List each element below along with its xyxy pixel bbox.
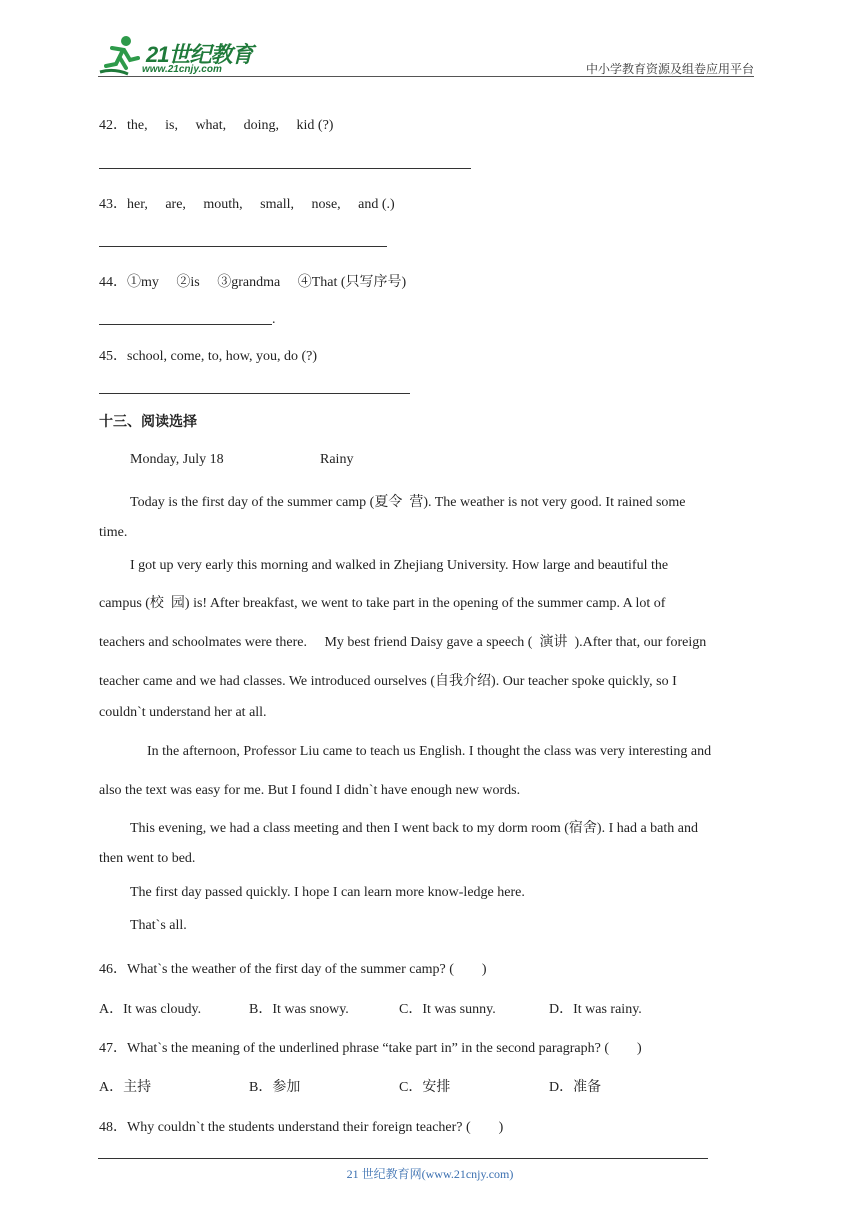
answer-44-period: . [272,312,276,327]
passage-line: couldn`t understand her at all. [99,705,267,720]
passage-line: also the text was easy for me. But I found I didn`t have enough new words. [99,783,521,798]
option-d[interactable]: D．It was rainy. [549,1002,642,1017]
passage-line: The first day passed quickly. I hope I can learn more know-ledge here. [130,885,525,900]
question-words: her, are, mouth, small, nose, and (.) [127,197,395,212]
question-words: the, is, what, doing, kid (?) [127,118,334,133]
header-divider [98,76,754,77]
footer-divider [98,1158,708,1159]
question-47-stem: 47．What`s the meaning of the underlined phrase “take part in” in the second paragraph? ( ) [99,1041,642,1056]
passage-line: Today is the first day of the summer camp (夏令 营). The weather is not very good. It rained some [130,495,686,510]
logo-text: 21世纪教育 [146,42,253,67]
passage-line: I got up very early this morning and walked in Zhejiang University. How large and beautiful the [130,558,669,573]
option-c[interactable]: C．It was sunny. [399,1002,496,1017]
answer-line-43[interactable] [99,246,387,247]
passage-line: then went to bed. [99,851,196,866]
logo-url: www.21cnjy.com [142,64,222,75]
diary-weather: Rainy [320,452,354,467]
option-a[interactable]: A．主持 [99,1080,152,1095]
passage-line: campus (校 园) is! After breakfast, we went to take part in the opening of the summer camp. A lot of [99,596,666,611]
question-number: 45． [99,349,127,364]
option-c[interactable]: C．安排 [399,1080,451,1095]
option-b[interactable]: B．参加 [249,1080,301,1095]
question-number: 43． [99,197,127,212]
option-d[interactable]: D．准备 [549,1080,602,1095]
question-46-stem: 46．What`s the weather of the first day of the summer camp? ( ) [99,962,487,977]
answer-line-45[interactable] [99,393,410,394]
site-logo [94,34,264,78]
passage-line: In the afternoon, Professor Liu came to teach us English. I thought the class was very interesting and [147,744,712,759]
footer-text[interactable]: 21 世纪教育网(www.21cnjy.com) [346,1167,514,1181]
question-words: ①my ②is ③grandma ④That (只写序号) [127,275,407,290]
question-number: 42． [99,118,127,133]
runner-logo-icon [94,34,144,78]
question-45 [99,345,317,365]
question-48-stem: 48．Why couldn`t the students understand their foreign teacher? ( ) [99,1120,504,1135]
diary-date: Monday, July 18 [130,452,224,467]
answer-line-42[interactable] [99,168,471,169]
question-number: 44． [99,275,127,290]
passage-line: time. [99,525,128,540]
question-44 [99,271,406,291]
question-43 [99,193,395,213]
section-title: 十三、阅读选择 [99,414,197,430]
passage-line: That`s all. [130,918,187,933]
passage-line: teacher came and we had classes. We introduced ourselves (自我介绍). Our teacher spoke quickly, so I [99,674,677,689]
platform-name: 中小学教育资源及组卷应用平台 [585,62,754,76]
passage-line: teachers and schoolmates were there. My best friend Daisy gave a speech ( 演讲 ).After that, our foreign [99,635,707,650]
option-b[interactable]: B．It was snowy. [249,1002,349,1017]
passage-line: This evening, we had a class meeting and then I went back to my dorm room (宿舍). I had a bath and [130,821,699,836]
question-words: school, come, to, how, you, do (?) [127,349,317,364]
option-a[interactable]: A．It was cloudy. [99,1002,202,1017]
question-42 [99,114,333,134]
answer-line-44[interactable] [99,324,272,325]
